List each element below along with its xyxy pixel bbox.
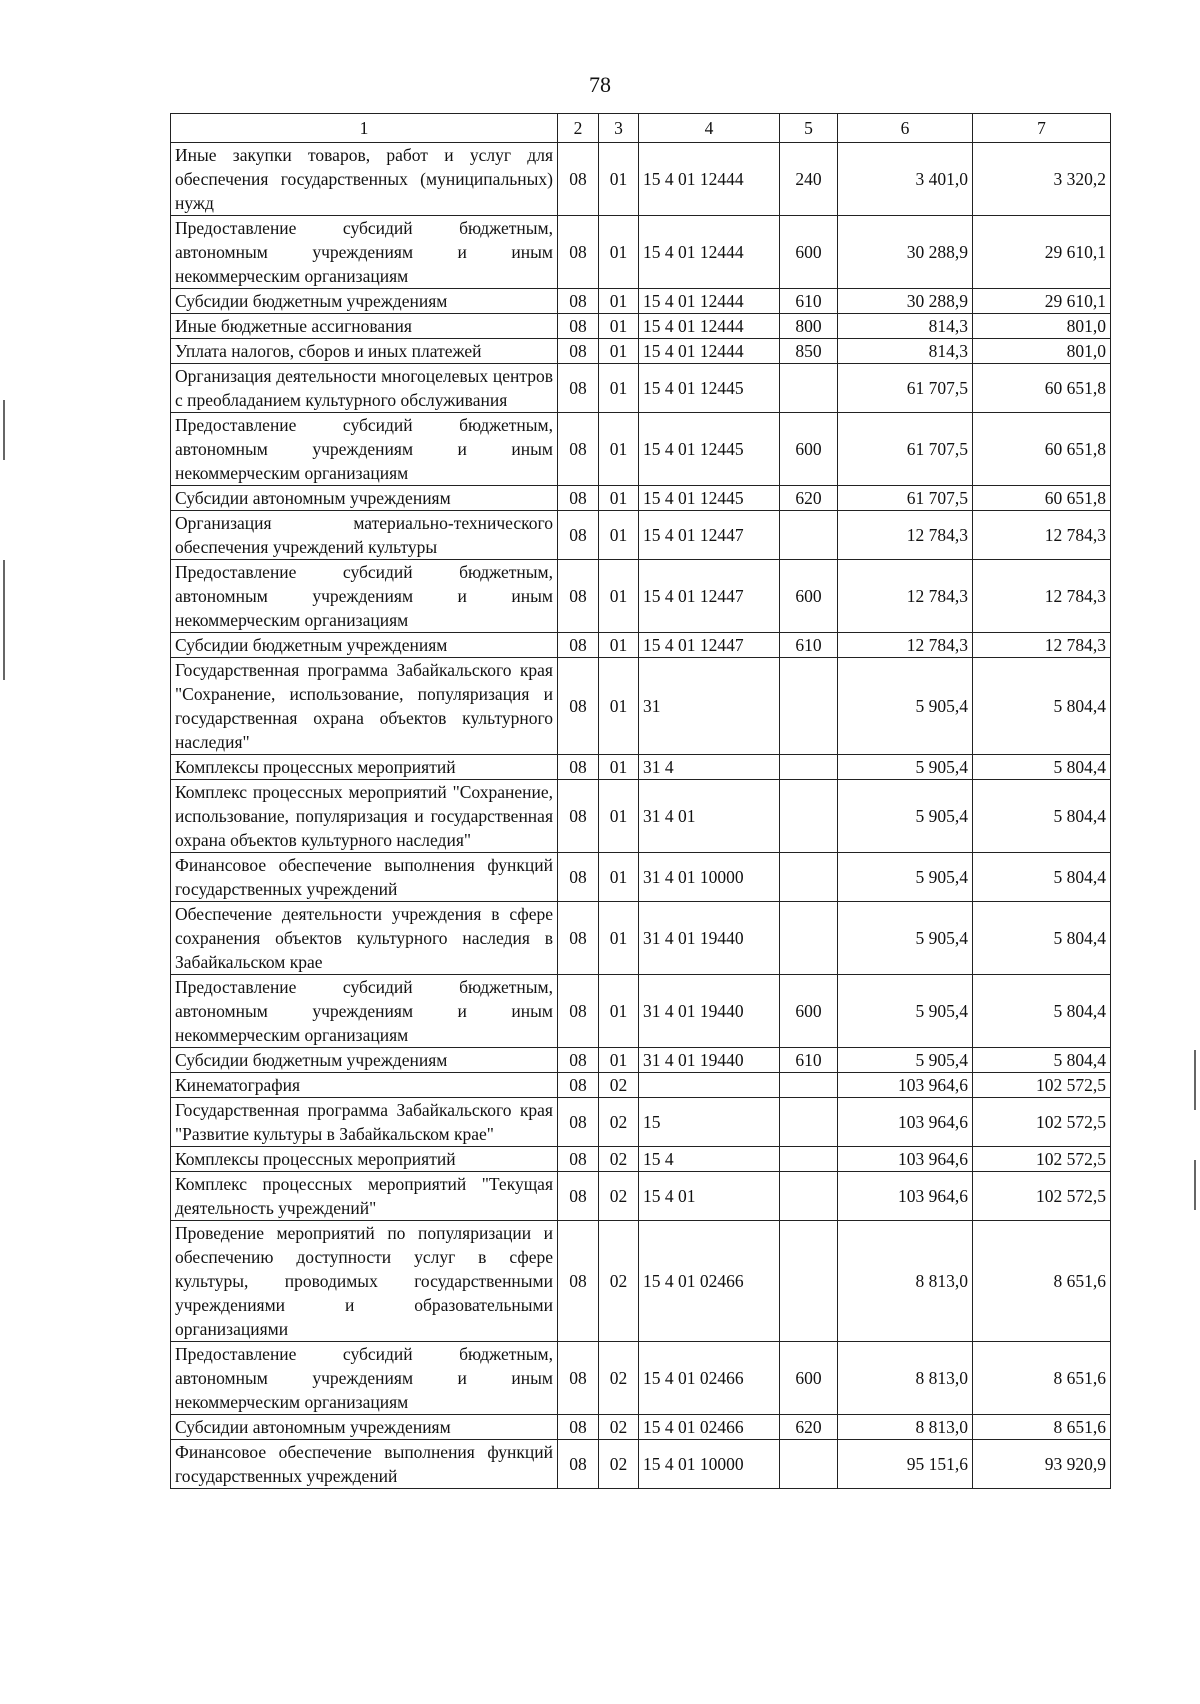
amount-year1-cell: 3 401,0 — [838, 143, 973, 216]
table-row — [171, 364, 1111, 413]
amount-year1-cell: 30 288,9 — [838, 289, 973, 314]
section-code-cell: 08 — [558, 853, 599, 902]
section-code-cell: 08 — [558, 1172, 599, 1221]
subsection-code-cell: 01 — [599, 633, 639, 658]
row-name-cell: Иные закупки товаров, работ и услуг для обеспечения государственных (муниципальных) нужд — [171, 143, 558, 216]
subsection-code-cell: 01 — [599, 364, 639, 413]
amount-year2-cell: 8 651,6 — [973, 1415, 1111, 1440]
amount-year1-cell: 103 964,6 — [838, 1147, 973, 1172]
section-code-cell: 08 — [558, 755, 599, 780]
table-row — [171, 1221, 1111, 1342]
row-name-cell: Государственная программа Забайкальского края "Сохранение, использование, популяризация и государственная охрана объектов культурного наследия" — [171, 658, 558, 755]
target-article-cell: 15 4 01 02466 — [639, 1221, 780, 1342]
table-row — [171, 633, 1111, 658]
amount-year2-cell: 8 651,6 — [973, 1342, 1111, 1415]
target-article-cell: 15 4 01 12447 — [639, 560, 780, 633]
amount-year2-cell: 5 804,4 — [973, 902, 1111, 975]
subsection-code-cell: 01 — [599, 1048, 639, 1073]
target-article-cell: 15 4 01 12444 — [639, 143, 780, 216]
section-code-cell: 08 — [558, 1440, 599, 1489]
amount-year1-cell: 12 784,3 — [838, 633, 973, 658]
section-code-cell: 08 — [558, 1415, 599, 1440]
target-article-cell: 15 4 01 — [639, 1172, 780, 1221]
row-name-cell: Предоставление субсидий бюджетным, автономным учреждениям и иным некоммерческим организациям — [171, 216, 558, 289]
subsection-code-cell: 02 — [599, 1147, 639, 1172]
amount-year2-cell: 12 784,3 — [973, 560, 1111, 633]
table-row — [171, 1172, 1111, 1221]
subsection-code-cell: 01 — [599, 975, 639, 1048]
expense-type-cell: 610 — [780, 633, 838, 658]
row-name-cell: Субсидии автономным учреждениям — [171, 486, 558, 511]
header-cell: 2 — [558, 114, 599, 143]
table-row — [171, 216, 1111, 289]
expense-type-cell: 600 — [780, 1342, 838, 1415]
table-row — [171, 755, 1111, 780]
amount-year1-cell: 5 905,4 — [838, 755, 973, 780]
row-name-cell: Организация материально-технического обеспечения учреждений культуры — [171, 511, 558, 560]
subsection-code-cell: 01 — [599, 289, 639, 314]
target-article-cell: 15 4 01 12445 — [639, 364, 780, 413]
amount-year1-cell: 8 813,0 — [838, 1221, 973, 1342]
amount-year1-cell: 5 905,4 — [838, 853, 973, 902]
expense-type-cell — [780, 755, 838, 780]
target-article-cell: 31 — [639, 658, 780, 755]
target-article-cell: 31 4 01 19440 — [639, 1048, 780, 1073]
section-code-cell: 08 — [558, 1221, 599, 1342]
header-cell: 4 — [639, 114, 780, 143]
subsection-code-cell: 01 — [599, 755, 639, 780]
expense-type-cell — [780, 1098, 838, 1147]
scan-edge-mark — [1194, 1160, 1196, 1210]
header-cell: 3 — [599, 114, 639, 143]
amount-year1-cell: 103 964,6 — [838, 1073, 973, 1098]
table-row — [171, 853, 1111, 902]
section-code-cell: 08 — [558, 413, 599, 486]
amount-year2-cell: 5 804,4 — [973, 780, 1111, 853]
subsection-code-cell: 02 — [599, 1098, 639, 1147]
subsection-code-cell: 01 — [599, 560, 639, 633]
subsection-code-cell: 01 — [599, 902, 639, 975]
section-code-cell: 08 — [558, 289, 599, 314]
section-code-cell: 08 — [558, 1048, 599, 1073]
table-row — [171, 1098, 1111, 1147]
amount-year2-cell: 5 804,4 — [973, 1048, 1111, 1073]
section-code-cell: 08 — [558, 364, 599, 413]
table-header-row — [171, 114, 1111, 143]
amount-year2-cell: 102 572,5 — [973, 1098, 1111, 1147]
amount-year1-cell: 5 905,4 — [838, 780, 973, 853]
table-row — [171, 1073, 1111, 1098]
amount-year2-cell: 3 320,2 — [973, 143, 1111, 216]
scan-edge-mark — [1194, 1050, 1196, 1110]
row-name-cell: Комплексы процессных мероприятий — [171, 1147, 558, 1172]
section-code-cell: 08 — [558, 560, 599, 633]
amount-year1-cell: 5 905,4 — [838, 902, 973, 975]
expense-type-cell — [780, 1073, 838, 1098]
target-article-cell: 15 4 01 12445 — [639, 486, 780, 511]
amount-year2-cell: 29 610,1 — [973, 289, 1111, 314]
amount-year1-cell: 103 964,6 — [838, 1172, 973, 1221]
section-code-cell: 08 — [558, 633, 599, 658]
amount-year2-cell: 102 572,5 — [973, 1147, 1111, 1172]
header-cell: 5 — [780, 114, 838, 143]
expense-type-cell: 610 — [780, 1048, 838, 1073]
amount-year1-cell: 8 813,0 — [838, 1415, 973, 1440]
section-code-cell: 08 — [558, 658, 599, 755]
expense-type-cell: 800 — [780, 314, 838, 339]
expense-type-cell: 600 — [780, 413, 838, 486]
target-article-cell: 15 4 — [639, 1147, 780, 1172]
subsection-code-cell: 02 — [599, 1440, 639, 1489]
table-row — [171, 413, 1111, 486]
target-article-cell: 15 4 01 12444 — [639, 339, 780, 364]
amount-year1-cell: 61 707,5 — [838, 413, 973, 486]
target-article-cell: 31 4 — [639, 755, 780, 780]
subsection-code-cell: 02 — [599, 1342, 639, 1415]
amount-year2-cell: 8 651,6 — [973, 1221, 1111, 1342]
page-number: 78 — [589, 72, 611, 97]
table-row — [171, 780, 1111, 853]
section-code-cell: 08 — [558, 511, 599, 560]
table-row — [171, 1048, 1111, 1073]
row-name-cell: Субсидии бюджетным учреждениям — [171, 633, 558, 658]
expense-type-cell: 850 — [780, 339, 838, 364]
header-cell: 1 — [171, 114, 558, 143]
header-cell: 6 — [838, 114, 973, 143]
target-article-cell: 15 4 01 12447 — [639, 511, 780, 560]
scan-edge-mark — [3, 560, 5, 680]
subsection-code-cell: 01 — [599, 413, 639, 486]
subsection-code-cell: 01 — [599, 511, 639, 560]
expense-type-cell — [780, 511, 838, 560]
expense-type-cell: 610 — [780, 289, 838, 314]
amount-year1-cell: 5 905,4 — [838, 975, 973, 1048]
row-name-cell: Субсидии бюджетным учреждениям — [171, 1048, 558, 1073]
section-code-cell: 08 — [558, 1342, 599, 1415]
amount-year1-cell: 12 784,3 — [838, 560, 973, 633]
header-cell: 7 — [973, 114, 1111, 143]
section-code-cell: 08 — [558, 1098, 599, 1147]
row-name-cell: Организация деятельности многоцелевых центров с преобладанием культурного обслуживания — [171, 364, 558, 413]
amount-year2-cell: 12 784,3 — [973, 511, 1111, 560]
subsection-code-cell: 01 — [599, 853, 639, 902]
expense-type-cell — [780, 853, 838, 902]
target-article-cell: 15 4 01 12444 — [639, 289, 780, 314]
section-code-cell: 08 — [558, 339, 599, 364]
row-name-cell: Кинематография — [171, 1073, 558, 1098]
amount-year1-cell: 61 707,5 — [838, 486, 973, 511]
row-name-cell: Финансовое обеспечение выполнения функций государственных учреждений — [171, 853, 558, 902]
table-row — [171, 1415, 1111, 1440]
table-row — [171, 1440, 1111, 1489]
expense-type-cell — [780, 1440, 838, 1489]
section-code-cell: 08 — [558, 1073, 599, 1098]
amount-year2-cell: 102 572,5 — [973, 1172, 1111, 1221]
row-name-cell: Финансовое обеспечение выполнения функций государственных учреждений — [171, 1440, 558, 1489]
target-article-cell: 15 — [639, 1098, 780, 1147]
amount-year1-cell: 61 707,5 — [838, 364, 973, 413]
target-article-cell: 15 4 01 12445 — [639, 413, 780, 486]
expense-type-cell — [780, 780, 838, 853]
amount-year1-cell: 12 784,3 — [838, 511, 973, 560]
row-name-cell: Иные бюджетные ассигнования — [171, 314, 558, 339]
table-row — [171, 289, 1111, 314]
target-article-cell: 15 4 01 12447 — [639, 633, 780, 658]
row-name-cell: Предоставление субсидий бюджетным, автономным учреждениям и иным некоммерческим организациям — [171, 413, 558, 486]
subsection-code-cell: 01 — [599, 216, 639, 289]
target-article-cell: 15 4 01 02466 — [639, 1415, 780, 1440]
subsection-code-cell: 01 — [599, 314, 639, 339]
scan-edge-mark — [3, 400, 5, 460]
row-name-cell: Предоставление субсидий бюджетным, автономным учреждениям и иным некоммерческим организациям — [171, 975, 558, 1048]
amount-year1-cell: 30 288,9 — [838, 216, 973, 289]
subsection-code-cell: 02 — [599, 1073, 639, 1098]
expense-type-cell — [780, 658, 838, 755]
target-article-cell — [639, 1073, 780, 1098]
target-article-cell: 15 4 01 10000 — [639, 1440, 780, 1489]
target-article-cell: 15 4 01 12444 — [639, 216, 780, 289]
amount-year1-cell: 5 905,4 — [838, 1048, 973, 1073]
amount-year2-cell: 60 651,8 — [973, 364, 1111, 413]
expense-type-cell: 600 — [780, 560, 838, 633]
table-row — [171, 560, 1111, 633]
amount-year2-cell: 5 804,4 — [973, 975, 1111, 1048]
table-row — [171, 339, 1111, 364]
amount-year2-cell: 93 920,9 — [973, 1440, 1111, 1489]
amount-year2-cell: 29 610,1 — [973, 216, 1111, 289]
table-row — [171, 486, 1111, 511]
row-name-cell: Комплекс процессных мероприятий "Текущая деятельность учреждений" — [171, 1172, 558, 1221]
amount-year2-cell: 12 784,3 — [973, 633, 1111, 658]
expense-type-cell — [780, 1172, 838, 1221]
section-code-cell: 08 — [558, 1147, 599, 1172]
budget-table — [170, 113, 1111, 1489]
table-row — [171, 143, 1111, 216]
amount-year1-cell: 814,3 — [838, 339, 973, 364]
section-code-cell: 08 — [558, 216, 599, 289]
amount-year2-cell: 5 804,4 — [973, 658, 1111, 755]
row-name-cell: Предоставление субсидий бюджетным, автономным учреждениям и иным некоммерческим организациям — [171, 560, 558, 633]
amount-year1-cell: 5 905,4 — [838, 658, 973, 755]
amount-year2-cell: 60 651,8 — [973, 486, 1111, 511]
subsection-code-cell: 01 — [599, 658, 639, 755]
subsection-code-cell: 01 — [599, 339, 639, 364]
amount-year1-cell: 8 813,0 — [838, 1342, 973, 1415]
subsection-code-cell: 01 — [599, 143, 639, 216]
section-code-cell: 08 — [558, 780, 599, 853]
subsection-code-cell: 02 — [599, 1221, 639, 1342]
amount-year2-cell: 801,0 — [973, 339, 1111, 364]
section-code-cell: 08 — [558, 314, 599, 339]
target-article-cell: 31 4 01 19440 — [639, 975, 780, 1048]
section-code-cell: 08 — [558, 486, 599, 511]
expense-type-cell: 620 — [780, 486, 838, 511]
row-name-cell: Государственная программа Забайкальского края "Развитие культуры в Забайкальском крае" — [171, 1098, 558, 1147]
table-row — [171, 975, 1111, 1048]
row-name-cell: Обеспечение деятельности учреждения в сфере сохранения объектов культурного наследия в Забайкальском крае — [171, 902, 558, 975]
expense-type-cell — [780, 902, 838, 975]
amount-year2-cell: 102 572,5 — [973, 1073, 1111, 1098]
expense-type-cell: 620 — [780, 1415, 838, 1440]
amount-year1-cell: 95 151,6 — [838, 1440, 973, 1489]
section-code-cell: 08 — [558, 902, 599, 975]
subsection-code-cell: 01 — [599, 780, 639, 853]
table-row — [171, 902, 1111, 975]
row-name-cell: Уплата налогов, сборов и иных платежей — [171, 339, 558, 364]
expense-type-cell: 240 — [780, 143, 838, 216]
subsection-code-cell: 01 — [599, 486, 639, 511]
target-article-cell: 31 4 01 19440 — [639, 902, 780, 975]
row-name-cell: Комплексы процессных мероприятий — [171, 755, 558, 780]
target-article-cell: 31 4 01 — [639, 780, 780, 853]
subsection-code-cell: 02 — [599, 1172, 639, 1221]
row-name-cell: Предоставление субсидий бюджетным, автономным учреждениям и иным некоммерческим организациям — [171, 1342, 558, 1415]
amount-year2-cell: 5 804,4 — [973, 755, 1111, 780]
row-name-cell: Проведение мероприятий по популяризации и обеспечению доступности услуг в сфере культуры, проводимых государственными учреждениями и образовательными организациями — [171, 1221, 558, 1342]
section-code-cell: 08 — [558, 143, 599, 216]
amount-year2-cell: 60 651,8 — [973, 413, 1111, 486]
table-row — [171, 1342, 1111, 1415]
amount-year1-cell: 103 964,6 — [838, 1098, 973, 1147]
amount-year1-cell: 814,3 — [838, 314, 973, 339]
amount-year2-cell: 5 804,4 — [973, 853, 1111, 902]
expense-type-cell — [780, 1221, 838, 1342]
section-code-cell: 08 — [558, 975, 599, 1048]
expense-type-cell — [780, 1147, 838, 1172]
table-row — [171, 511, 1111, 560]
expense-type-cell — [780, 364, 838, 413]
row-name-cell: Комплекс процессных мероприятий "Сохранение, использование, популяризация и государственная охрана объектов культурного наследия" — [171, 780, 558, 853]
table-row — [171, 1147, 1111, 1172]
table-row — [171, 658, 1111, 755]
expense-type-cell: 600 — [780, 975, 838, 1048]
expense-type-cell: 600 — [780, 216, 838, 289]
row-name-cell: Субсидии автономным учреждениям — [171, 1415, 558, 1440]
subsection-code-cell: 02 — [599, 1415, 639, 1440]
target-article-cell: 15 4 01 02466 — [639, 1342, 780, 1415]
target-article-cell: 15 4 01 12444 — [639, 314, 780, 339]
row-name-cell: Субсидии бюджетным учреждениям — [171, 289, 558, 314]
table-row — [171, 314, 1111, 339]
target-article-cell: 31 4 01 10000 — [639, 853, 780, 902]
amount-year2-cell: 801,0 — [973, 314, 1111, 339]
